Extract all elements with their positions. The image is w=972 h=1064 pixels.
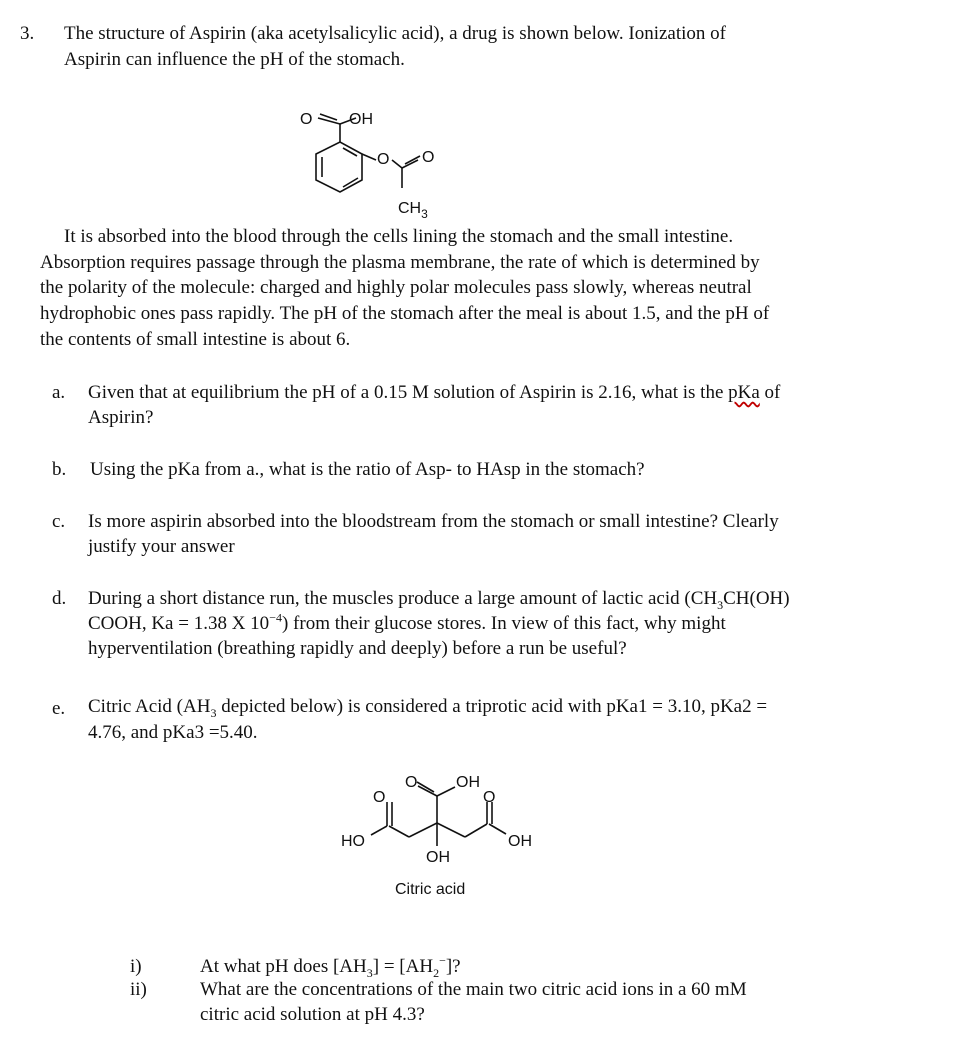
paragraph-line-5: the contents of small intestine is about 6.	[40, 329, 351, 350]
aspirin-label-o1: O	[300, 111, 313, 128]
subpart-i-text: At what pH does $[AH_3] = [AH_2^-]$?	[200, 953, 461, 980]
aspirin-label-ch3: $CH_3$	[398, 200, 428, 221]
part-a-line-1: Given that at equilibrium the pH of a 0.15 M solution of Aspirin is 2.16, what is the pKa of	[88, 382, 781, 403]
paragraph-line-3: the polarity of the molecule: charged and highly polar molecules pass slowly, whereas neutral	[40, 277, 752, 298]
aspirin-label-o3: O	[422, 149, 435, 166]
aspirin-label-o2: O	[377, 151, 390, 168]
citric-label-o-left: O	[373, 789, 386, 806]
paragraph-line-1: It is absorbed into the blood through the cells lining the stomach and the small intestine.	[64, 226, 734, 247]
part-b-label: b.	[52, 459, 67, 480]
intro-line-1: The structure of Aspirin (aka acetylsalicylic acid), a drug is shown below. Ionization of	[64, 23, 726, 44]
citric-label-ho: HO	[341, 833, 365, 850]
subpart-ii-label: ii)	[130, 979, 147, 1000]
part-e-line-2: 4.76, and pKa3 =5.40.	[88, 722, 258, 743]
question-number: 3.	[20, 23, 35, 44]
subpart-i-label: i)	[130, 956, 142, 977]
part-d-line-3: hyperventilation (breathing rapidly and deeply) before a run be useful?	[88, 638, 627, 659]
part-d-line-2: COOH, Ka = 1.38 X $10^{-4}$) from their glucose stores. In view of this fact, why might	[88, 610, 726, 634]
paragraph-line-2: Absorption requires passage through the plasma membrane, the rate of which is determined by	[40, 252, 760, 273]
part-c-label: c.	[52, 511, 66, 532]
part-c-line-1: Is more aspirin absorbed into the bloodstream from the stomach or small intestine? Clearly	[88, 511, 779, 532]
aspirin-label-oh: OH	[349, 111, 373, 128]
part-b-line-1: Using the pKa from a., what is the ratio of Asp- to HAsp in the stomach?	[90, 459, 645, 480]
citric-label-oh-bottom: OH	[426, 849, 450, 866]
citric-label-oh-top: OH	[456, 774, 480, 791]
part-a-label: a.	[52, 382, 66, 403]
pka-spellcheck: pKa	[728, 382, 760, 403]
part-d-label: d.	[52, 588, 67, 609]
citric-acid-structure	[0, 760, 972, 900]
citric-label-o-right: O	[483, 789, 496, 806]
aspirin-structure	[0, 0, 972, 230]
part-c-line-2: justify your answer	[88, 536, 235, 557]
subpart-ii-line-1: What are the concentrations of the main two citric acid ions in a 60 mM	[200, 979, 747, 1000]
part-a-line-2: Aspirin?	[88, 407, 154, 428]
paragraph-line-4: hydrophobic ones pass rapidly. The pH of the stomach after the meal is about 1.5, and the pH of	[40, 303, 770, 324]
citric-label-o-top: O	[405, 774, 418, 791]
part-e-label: e.	[52, 698, 66, 719]
intro-line-2: Aspirin can influence the pH of the stomach.	[64, 49, 405, 70]
part-d-line-1: During a short distance run, the muscles produce a large amount of lactic acid ($CH_3CH(OH)$	[88, 588, 790, 612]
subpart-ii-line-2: citric acid solution at pH 4.3?	[200, 1004, 425, 1025]
part-e-line-1: Citric Acid ($AH_3$ depicted below) is considered a triprotic acid with pKa1 = 3.10, pKa2 =	[88, 696, 768, 720]
citric-label-oh-right: OH	[508, 833, 532, 850]
citric-acid-caption: Citric acid	[395, 881, 466, 898]
